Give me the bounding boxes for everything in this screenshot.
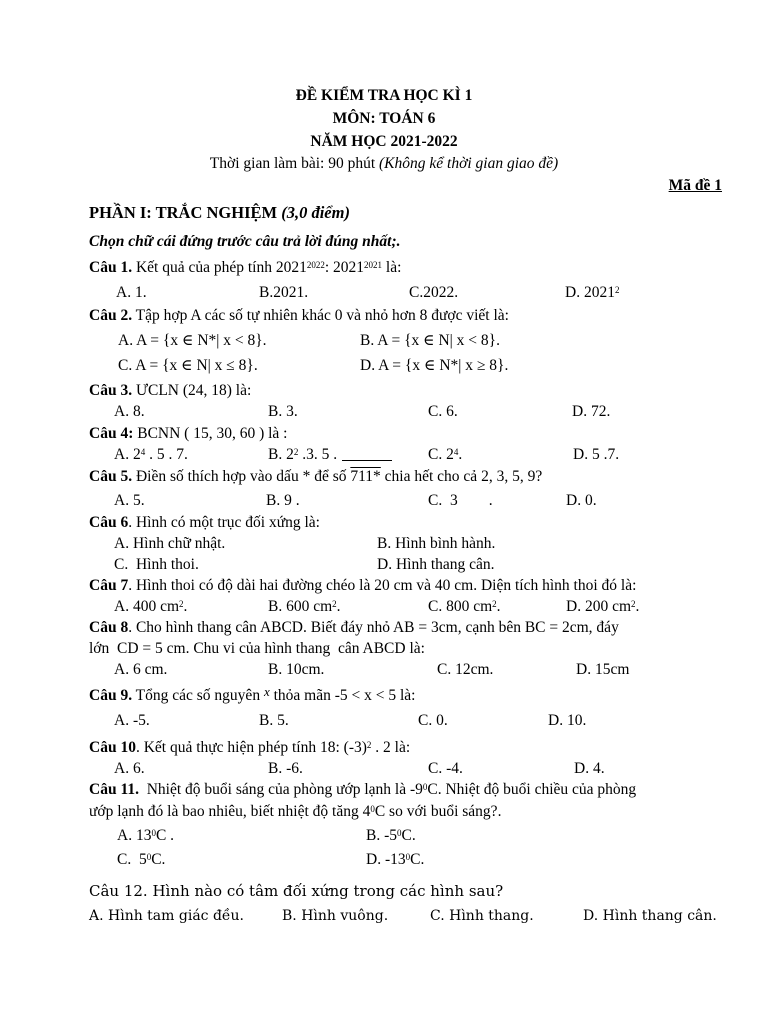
option-d	[566, 597, 639, 617]
question-text: ƯCLN (24, 18) là:	[132, 382, 252, 399]
option-text: B. 600 cm	[268, 598, 333, 615]
exponent: 2	[492, 599, 497, 609]
question-6	[89, 513, 320, 533]
option-text: .	[458, 446, 463, 463]
option-text: .	[635, 598, 640, 615]
question-text: Nhiệt độ buổi sáng của phòng ướp lạnh là -9	[138, 781, 423, 798]
option-text: . 5 . 7.	[145, 446, 188, 463]
question-label: Câu 4:	[89, 425, 134, 442]
option-text: .3. 5 .	[298, 446, 338, 463]
question-text: . 2 là:	[371, 739, 411, 756]
question-text: . Kết quả thực hiện phép tính 18: (-3)	[135, 739, 367, 756]
option-text: C. 5	[117, 851, 147, 868]
question-text: Tổng các số nguyên	[132, 687, 264, 704]
degree-sign: 0	[146, 852, 152, 862]
exam-title: ĐỀ KIỂM TRA HỌC KÌ 1	[295, 87, 473, 104]
option-text: C.	[151, 851, 166, 868]
option-d	[565, 283, 619, 303]
question-text: Kết quả của phép tính 2021	[132, 259, 307, 276]
option-text: C. 800 cm	[428, 598, 493, 615]
question-label: Câu 1.	[89, 259, 133, 276]
option-d	[366, 850, 424, 870]
question-label: Câu 7	[89, 577, 129, 594]
exponent: 2	[631, 599, 636, 609]
degree-sign: 0	[422, 782, 428, 792]
question-text: : 2021	[324, 259, 365, 276]
option-d: D. 0.	[566, 492, 597, 509]
option-a: A. 1.	[116, 284, 147, 301]
option-d: D. 4.	[574, 760, 605, 777]
question-label: Câu 11.	[89, 781, 139, 798]
part1-title: PHẦN I: TRẮC NGHIỆM	[89, 203, 278, 222]
part1-points: (3,0 điểm)	[281, 203, 350, 222]
question-11-line2	[89, 802, 501, 822]
option-b: B.2021.	[259, 284, 309, 301]
option-text: B. -5	[366, 827, 397, 844]
option-d: D. Hình thang cân.	[583, 908, 717, 924]
question-7	[89, 576, 636, 596]
option-c: C.2022.	[409, 284, 459, 301]
option-c: C. -4.	[428, 760, 463, 777]
option-b	[268, 597, 341, 617]
degree-sign: 0	[397, 828, 402, 838]
question-text: thỏa mãn -5 < x < 5 là:	[269, 687, 416, 704]
exponent: 2	[614, 285, 620, 295]
option-text: .	[496, 598, 501, 615]
option-a: A. 8.	[114, 403, 145, 420]
question-11	[89, 780, 636, 800]
question-text: . Hình thoi có độ dài hai đường chéo là 20 cm và 40 cm. Diện tích hình thoi đó là:	[128, 577, 637, 594]
option-c: C. 3 .	[428, 492, 493, 509]
part1-instruction: Chọn chữ cái đứng trước câu trả lời đúng nhất;.	[89, 233, 401, 250]
degree-sign: 0	[370, 804, 375, 814]
question-text: BCNN ( 15, 30, 60 ) là :	[133, 425, 288, 442]
option-text: .	[183, 598, 188, 615]
exponent: 4	[453, 447, 459, 457]
option-d: D. 5 .7.	[573, 446, 620, 463]
option-a: A. -5.	[114, 712, 150, 729]
question-12: Câu 12. Hình nào có tâm đối xứng trong các hình sau?	[89, 882, 504, 900]
degree-sign: 0	[151, 828, 156, 838]
question-text: . Hình có một trục đối xứng là:	[128, 514, 320, 531]
option-b	[268, 445, 337, 465]
option-b: B. 5.	[259, 712, 289, 729]
option-d: D. Hình thang cân.	[377, 556, 495, 573]
option-d: D. A = {x ∈ N*| x ≥ 8}.	[360, 357, 509, 374]
option-c: C. 12cm.	[437, 661, 494, 678]
option-b: B. A = {x ∈ N| x < 8}.	[360, 332, 500, 349]
exponent: 2	[332, 599, 337, 609]
option-a	[114, 445, 188, 465]
exam-subject: MÔN: TOÁN 6	[332, 110, 436, 127]
option-b: B. -6.	[268, 760, 303, 777]
option-c: C. Hình thoi.	[114, 556, 199, 573]
option-text: A. 13	[117, 827, 152, 844]
question-label: Câu 9.	[89, 687, 133, 704]
question-9	[89, 686, 416, 706]
overlined-number: 711*	[350, 468, 381, 485]
option-a	[117, 826, 174, 846]
exponent: 2022	[306, 260, 325, 270]
option-c	[428, 445, 462, 465]
question-4	[89, 424, 288, 444]
exponent: 2021	[364, 260, 383, 270]
option-c: C. A = {x ∈ N| x ≤ 8}.	[118, 357, 258, 374]
question-label: Câu 3.	[89, 382, 133, 399]
question-label: Câu 8	[89, 619, 129, 636]
question-text: C. Nhiệt độ buổi chiều của phòng	[427, 781, 637, 798]
option-text: A. 2	[114, 446, 141, 463]
question-5	[89, 467, 542, 487]
exponent: 4	[140, 447, 146, 457]
time-note: (Không kể thời gian giao đề)	[379, 155, 559, 172]
question-text: C so với buổi sáng?.	[374, 803, 502, 820]
option-text: D. 2021	[565, 284, 615, 301]
question-label: Câu 10	[89, 739, 136, 756]
variable-x: x	[263, 684, 270, 699]
option-a	[114, 597, 187, 617]
question-label: Câu 6	[89, 514, 129, 531]
question-text: là:	[382, 259, 402, 276]
option-a: A. Hình chữ nhật.	[114, 535, 226, 552]
option-c: C. 0.	[418, 712, 448, 729]
question-text: ướp lạnh đó là bao nhiêu, biết nhiệt độ tăng 4	[89, 803, 371, 820]
option-c: C. 6.	[428, 403, 458, 420]
option-text: C.	[401, 827, 416, 844]
time-text: Thời gian làm bài: 90 phút	[209, 155, 376, 172]
option-b: B. 9 .	[266, 492, 300, 509]
option-b: B. Hình vuông.	[282, 908, 389, 924]
question-1	[89, 258, 401, 278]
exponent: 2	[366, 740, 372, 750]
question-8	[89, 618, 619, 638]
part1-heading	[89, 203, 350, 223]
option-text: C .	[155, 827, 175, 844]
option-text: C.	[410, 851, 425, 868]
option-text: D. -13	[366, 851, 406, 868]
option-b: B. 10cm.	[268, 661, 325, 678]
option-b	[366, 826, 416, 846]
option-a: A. 5.	[114, 492, 145, 509]
option-b: B. 3.	[268, 403, 298, 420]
option-text: .	[336, 598, 341, 615]
question-3	[89, 381, 251, 401]
option-a: A. 6 cm.	[114, 661, 168, 678]
question-text: Điền số thích hợp vào dấu * để số	[132, 468, 351, 485]
option-text: D. 200 cm	[566, 598, 632, 615]
question-text: chia hết cho cả 2, 3, 5, 9?	[380, 468, 543, 485]
option-text: A. 400 cm	[114, 598, 180, 615]
degree-sign: 0	[405, 852, 411, 862]
option-c: C. Hình thang.	[430, 908, 534, 924]
question-text: . Cho hình thang cân ABCD. Biết đáy nhỏ AB = 3cm, cạnh bên BC = 2cm, đáy	[128, 619, 619, 636]
exam-time	[0, 154, 768, 174]
underline-mark	[342, 460, 392, 461]
option-a: A. A = {x ∈ N*| x < 8}.	[118, 332, 267, 349]
option-d: D. 15cm	[576, 661, 630, 678]
question-10	[89, 738, 410, 758]
option-b: B. Hình bình hành.	[377, 535, 496, 552]
exam-code: Mã đề 1	[668, 177, 722, 194]
question-text: Tập hợp A các số tự nhiên khác 0 và nhỏ hơn 8 được viết là:	[132, 307, 509, 324]
option-d: D. 10.	[548, 712, 587, 729]
question-label: Câu 5.	[89, 468, 133, 485]
exponent: 2	[179, 599, 184, 609]
option-text: C. 2	[428, 446, 454, 463]
option-a: A. 6.	[114, 760, 145, 777]
exponent: 2	[293, 447, 299, 457]
option-c	[117, 850, 165, 870]
option-c	[428, 597, 501, 617]
question-label: Câu 2.	[89, 307, 133, 324]
option-text: B. 2	[268, 446, 294, 463]
question-2	[89, 306, 509, 326]
option-a: A. Hình tam giác đều.	[89, 908, 244, 924]
exam-year: NĂM HỌC 2021-2022	[310, 133, 458, 150]
question-8-line2: lớn CD = 5 cm. Chu vi của hình thang cân ABCD là:	[89, 640, 425, 657]
option-d: D. 72.	[572, 403, 611, 420]
